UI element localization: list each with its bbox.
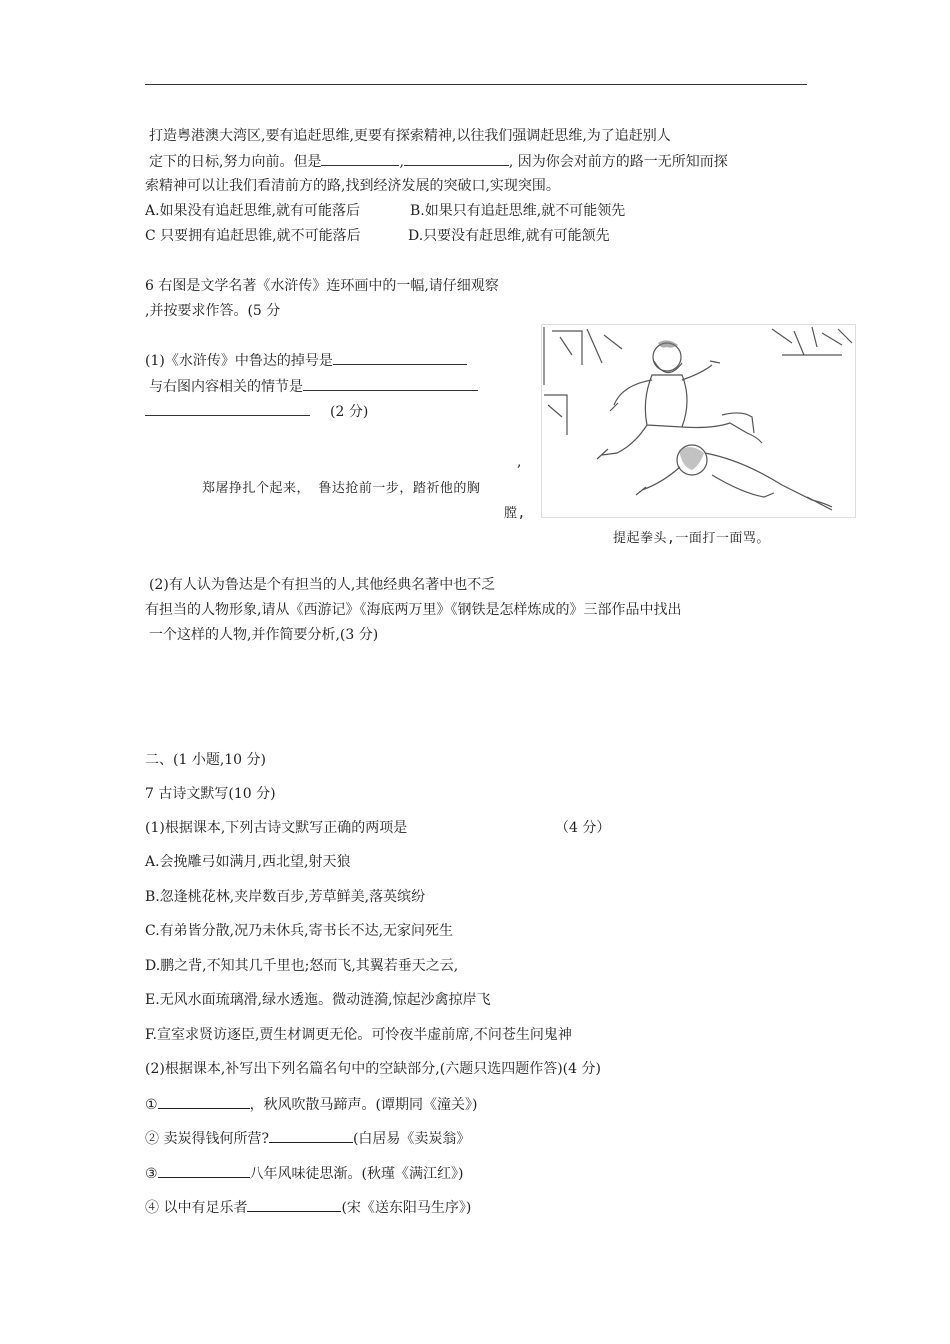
q6-part2-line3: 一个这样的人物,并作简要分析,(3 分) bbox=[149, 627, 379, 643]
q6-part1-line3: (2 分) bbox=[145, 401, 368, 422]
q7-option-c: C.有弟皆分散,况乃未休兵,寄书长不达,无家问死生 bbox=[145, 923, 454, 939]
q7-title: 7 古诗文默写(10 分) bbox=[145, 786, 276, 802]
q7-option-d: D.鹏之背,不知其几千里也;怒而飞,其翼若垂天之云, bbox=[145, 958, 459, 974]
q6-part1-line2: 与右图内容相关的情节是 bbox=[149, 376, 478, 397]
q6-part1-line1: (1)《水浒传》中鲁达的掉号是 bbox=[145, 350, 467, 371]
q7-part1-prompt: (1)根据课本,下列古诗文默写正确的两项是 bbox=[145, 820, 408, 836]
fill-item-2: ② 卖炭得钱何所营? (白居易《卖炭翁》 bbox=[145, 1128, 470, 1149]
header-rule bbox=[145, 84, 807, 85]
illustration-caption-3: 提起拳头,一面打一面骂。 bbox=[613, 531, 770, 546]
illustration-caption-2: 膛, bbox=[504, 506, 526, 521]
comic-drawing bbox=[542, 325, 855, 517]
q5-line-3: 索精神可以让我们看清前方的路,找到经济发展的突破口,实现突围。 bbox=[145, 178, 560, 194]
q7-option-a: A.会挽雕弓如满月,西北望,射天狼 bbox=[145, 854, 351, 870]
q6-part2-line2: 有担当的人物形象,请从《西游记》《海底两万里》《钢铁是怎样炼成的》三部作品中找出 bbox=[145, 602, 682, 618]
section-2-heading: 二、(1 小题,10 分) bbox=[145, 752, 266, 768]
fill-blank-2 bbox=[269, 1128, 353, 1143]
q6-plot-blank-cont bbox=[145, 401, 310, 416]
q7-part2-prompt: (2)根据课本,补写出下列名篇名句中的空缺部分,(六题只选四题作答)(4 分) bbox=[145, 1061, 601, 1077]
q6-plot-blank bbox=[303, 376, 478, 391]
q6-intro-1: 6 右图是文学名著《水浒传》连环画中的一幅,请仔细观察 bbox=[145, 278, 499, 294]
q5-option-c: C 只要拥有追赶思锥,就不可能落后 bbox=[145, 228, 361, 244]
illustration-caption-1: 郑屠挣扎个起来， 鲁达抢前一步，踏祈他的胸 bbox=[202, 481, 481, 496]
fill-blank-3 bbox=[158, 1163, 250, 1178]
q5-option-a: A.如果没有追赶思维,就有可能落后 bbox=[145, 203, 361, 219]
caption-comma: , bbox=[517, 454, 522, 470]
fill-blank-1 bbox=[158, 1094, 250, 1109]
q7-option-f: F.宣室求贤访逐臣,贾生材调更无伦。可怜夜半虚前席,不问苍生问鬼神 bbox=[145, 1027, 572, 1043]
fill-item-3: ③ 八年风味徒思渐。(秋瑾《满江红》) bbox=[145, 1163, 464, 1184]
q5-line-1: 打造粤港澳大湾区,要有追赶思维,更要有探索精神,以往我们强调赶思维,为了追赶别人 bbox=[149, 128, 671, 144]
q5-blank-2 bbox=[404, 151, 509, 166]
q5-line-2: 定下的日标,努力向前。但是 , , 因为你会对前方的路一无所知而探 bbox=[149, 151, 728, 172]
q6-nickname-blank bbox=[333, 350, 467, 365]
q7-part1-score: （4 分） bbox=[555, 820, 611, 836]
q5-option-b: B.如果只有追赶思维,就不可能领先 bbox=[410, 203, 626, 219]
q7-option-b: B.忽逢桃花林,夹岸数百步,芳草鲜美,落英缤纷 bbox=[145, 889, 426, 905]
q5-blank-1 bbox=[321, 151, 399, 166]
q5-option-d: D.只要没有赶思维,就有可能颔先 bbox=[408, 228, 610, 244]
fill-blank-4 bbox=[247, 1197, 341, 1212]
q6-intro-2: ,并按要求作答。(5 分 bbox=[145, 303, 281, 319]
q7-option-e: E.无风水面琉璃滑,绿水透迤。微动涟漪,惊起沙禽掠岸飞 bbox=[145, 992, 491, 1008]
fill-item-1: ① ，秋风吹散马蹄声。(谭期同《潼关》) bbox=[145, 1094, 478, 1115]
q6-part2-line1: (2)有人认为鲁达是个有担当的人,其他经典名著中也不乏 bbox=[149, 577, 496, 593]
comic-illustration bbox=[541, 324, 856, 518]
fill-item-4: ④ 以中有足乐者 (宋《送东阳马生序》) bbox=[145, 1197, 471, 1218]
